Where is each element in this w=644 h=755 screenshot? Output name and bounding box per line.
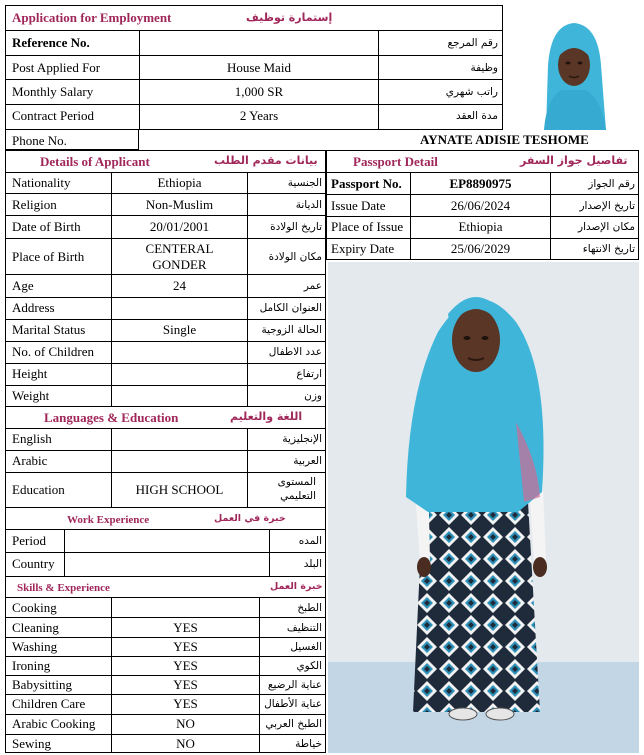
contract-label-arabic: مدة العقد (456, 110, 498, 122)
skill-cleaning-value: YES (173, 620, 198, 635)
phone-label: Phone No. (12, 133, 67, 148)
reference-label-arabic: رقم المرجع (447, 37, 498, 49)
contract-value: 2 Years (239, 108, 279, 123)
skill-arabic-cooking-label: Arabic Cooking (12, 716, 96, 731)
dob-value: 20/01/2001 (149, 219, 210, 234)
salary-label-arabic: راتب شهري (445, 86, 498, 98)
pob-label: Place of Birth (12, 249, 85, 264)
form-title: Application for Employment (12, 10, 172, 25)
passport-no-label: Passport No. (331, 176, 402, 191)
education-label-arabic-line1: المستوى (277, 476, 316, 488)
salary-value: 1,000 SR (234, 84, 284, 99)
skill-childcare-label: Children Care (12, 696, 86, 711)
education-label: Education (12, 482, 65, 497)
post-label-arabic: وظيفة (470, 62, 498, 74)
education-label-arabic-line2: التعليمي (280, 490, 316, 502)
skill-cooking-arabic: الطبخ (297, 602, 322, 614)
issue-date-value: 26/06/2024 (450, 198, 511, 213)
period-label: Period (12, 533, 46, 548)
portrait-photo (506, 5, 636, 130)
height-label: Height (12, 366, 48, 381)
skills-title-arabic: خبرة العمل (270, 581, 323, 592)
passport-title: Passport Detail (353, 154, 438, 169)
dob-label: Date of Birth (12, 219, 81, 234)
nationality-label: Nationality (12, 175, 71, 190)
education-value: HIGH SCHOOL (135, 482, 224, 497)
period-label-arabic: المده (298, 535, 322, 547)
post-label: Post Applied For (12, 60, 101, 75)
english-label: English (12, 431, 52, 446)
children-label: No. of Children (12, 344, 94, 359)
applicant-name: AYNATE ADISIE TESHOME (420, 132, 589, 147)
salary-label: Monthly Salary (12, 84, 94, 99)
passport-no-value: EP8890975 (449, 176, 512, 191)
place-of-issue-arabic: مكان الإصدار (578, 221, 635, 233)
arabic-label: Arabic (12, 453, 48, 468)
age-label-arabic: عمر (303, 280, 322, 292)
skill-arabic-cooking-arabic: الطبخ العربي (265, 718, 322, 730)
country-label: Country (12, 556, 55, 571)
reference-label: Reference No. (12, 35, 90, 50)
skill-babysitting-arabic: عناية الرضيع (267, 679, 322, 691)
skill-washing-label: Washing (12, 639, 58, 654)
portrait-illustration (506, 5, 636, 130)
religion-label: Religion (12, 197, 57, 212)
skill-sewing-value: NO (176, 736, 195, 751)
arabic-label-arabic: العربية (293, 455, 322, 467)
skill-arabic-cooking-value: NO (176, 716, 195, 731)
nationality-value: Ethiopia (157, 175, 202, 190)
post-value: House Maid (227, 60, 291, 75)
address-label-arabic: العنوان الكامل (259, 302, 322, 314)
weight-label: Weight (12, 388, 50, 403)
religion-value: Non-Muslim (145, 197, 214, 212)
languages-title: Languages & Education (44, 410, 179, 425)
issue-date-label: Issue Date (331, 198, 386, 213)
pob-label-arabic: مكان الولادة (268, 251, 322, 263)
work-title: Work Experience (67, 514, 150, 526)
age-label: Age (12, 278, 34, 293)
skill-childcare-arabic: عناية الأطفال (264, 698, 322, 710)
skill-childcare-value: YES (173, 696, 198, 711)
marital-label: Marital Status (12, 322, 86, 337)
dob-label-arabic: تاريخ الولادة (270, 221, 322, 233)
english-label-arabic: الإنجليزية (282, 433, 322, 445)
skill-ironing-arabic: الكوي (296, 660, 322, 672)
skill-ironing-label: Ironing (12, 658, 51, 673)
expiry-date-value: 25/06/2029 (450, 241, 511, 256)
place-of-issue-label: Place of Issue (331, 219, 404, 234)
details-title-arabic: بيانات مقدم الطلب (214, 154, 318, 167)
pob-value-line1: CENTERAL (145, 241, 214, 256)
address-label: Address (12, 300, 55, 315)
skill-babysitting-value: YES (173, 677, 198, 692)
passport-no-arabic: رقم الجواز (588, 178, 635, 190)
full-body-illustration (328, 262, 639, 753)
passport-title-arabic: تفاصيل جواز السفر (520, 154, 628, 167)
skills-title: Skills & Experience (17, 582, 110, 594)
work-title-arabic: خبرة في العمل (214, 513, 286, 524)
skill-cleaning-arabic: التنظيف (286, 622, 322, 634)
details-title: Details of Applicant (40, 154, 150, 169)
skill-cleaning-label: Cleaning (12, 620, 59, 635)
skill-washing-arabic: الغسيل (290, 641, 322, 653)
nationality-label-arabic: الجنسية (287, 177, 322, 189)
skill-ironing-value: YES (173, 658, 198, 673)
expiry-date-arabic: تاريخ الانتهاء (582, 243, 635, 255)
height-label-arabic: ارتفاع (296, 368, 322, 380)
place-of-issue-value: Ethiopia (458, 219, 503, 234)
languages-title-arabic: اللغة والتعليم (230, 410, 303, 423)
country-label-arabic: البلد (303, 558, 322, 570)
marital-label-arabic: الحالة الزوجية (261, 324, 322, 336)
marital-value: Single (162, 322, 197, 337)
skill-cooking-label: Cooking (12, 600, 57, 615)
full-body-photo (328, 262, 639, 753)
weight-label-arabic: وزن (304, 390, 322, 402)
form-title-arabic: إستمارة توظيف (246, 11, 333, 24)
pob-value-line2: GONDER (152, 257, 207, 272)
contract-label: Contract Period (12, 108, 94, 123)
skill-sewing-label: Sewing (12, 736, 51, 751)
expiry-date-label: Expiry Date (331, 241, 395, 256)
skill-washing-value: YES (173, 639, 198, 654)
issue-date-arabic: تاريخ الإصدار (579, 200, 635, 212)
skill-sewing-arabic: خياطة (295, 738, 322, 750)
skill-babysitting-label: Babysitting (12, 677, 72, 692)
religion-label-arabic: الديانة (295, 199, 322, 211)
age-value: 24 (173, 278, 186, 293)
children-label-arabic: عدد الاطفال (268, 346, 322, 358)
